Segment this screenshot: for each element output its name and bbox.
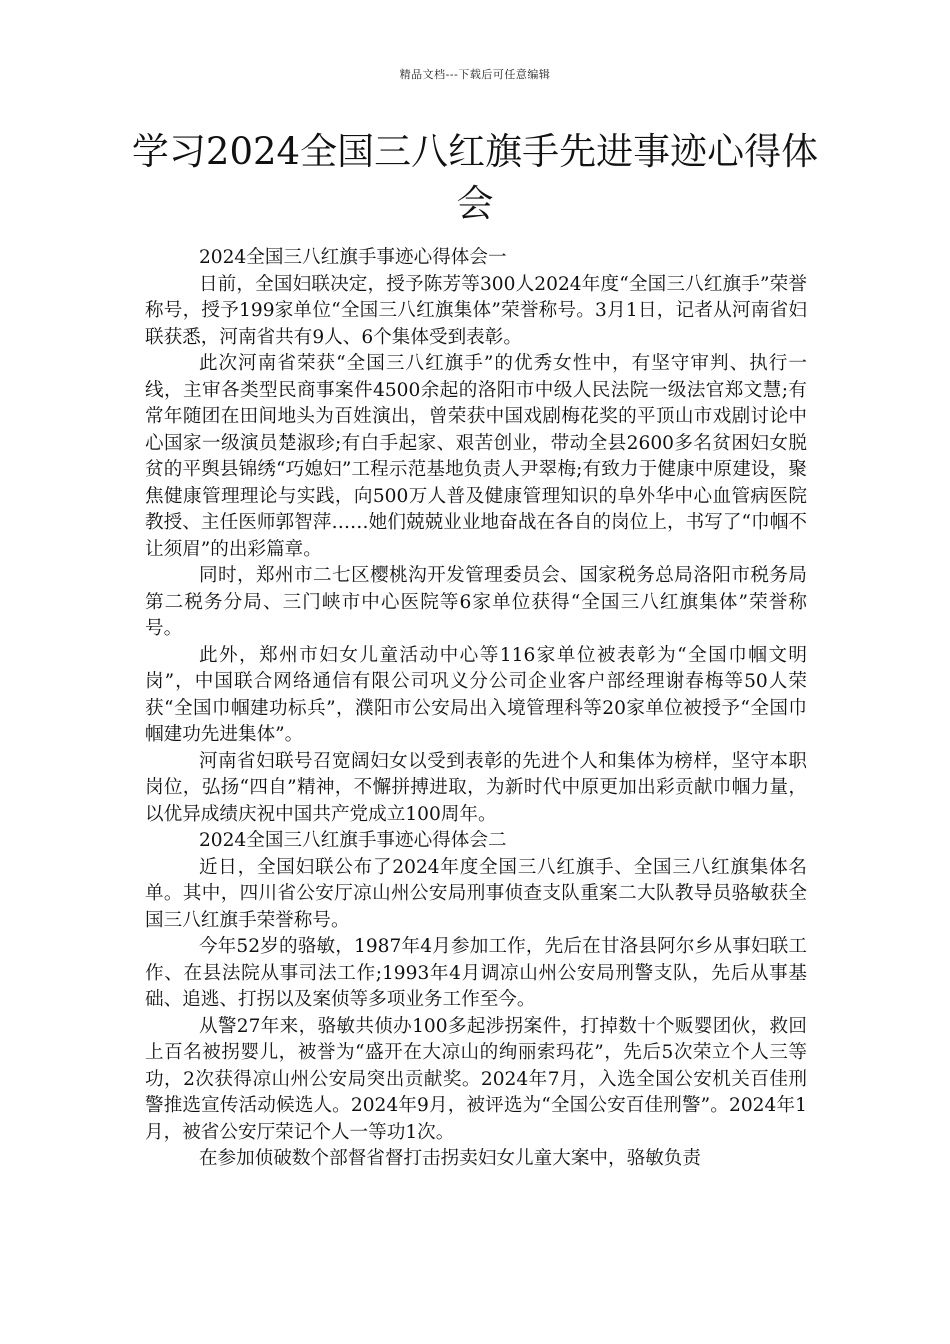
paragraph: 从警27年来，骆敏共侦办100多起涉拐案件，打掉数十个贩婴团伙，救回上百名被拐婴儿，被誉为“盛开在大凉山的绚丽索玛花”，先后5次荣立个人三等功，2次获得凉山州公安局突出贡献奖。2024年7月，入选全国公安机关百佳刑警推选宣传活动候选人。2024年9月，被评选为“全国公安百佳刑警”。2024年1月，被省公安厅荣记个人一等功1次。	[145, 1015, 807, 1143]
paragraph: 今年52岁的骆敏，1987年4月参加工作，先后在甘洛县阿尔乡从事妇联工作、在县法院从事司法工作;1993年4月调凉山州公安局刑警支队，先后从事基础、追逃、打拐以及案侦等多项业务工作至今。	[145, 936, 807, 1010]
paragraph: 在参加侦破数个部督省督打击拐卖妇女儿童大案中，骆敏负责	[198, 1148, 701, 1169]
paragraph: 此次河南省荣获“全国三八红旗手”的优秀女性中，有坚守审判、执行一线，主审各类型民商事案件4500余起的洛阳市中级人民法院一级法官郑文慧;有常年随团在田间地头为百姓演出，曾荣获中国戏剧梅花奖的平顶山市戏剧讨论中心国家一级演员楚淑珍;有白手起家、艰苦创业，带动全县2600多名贫困妇女脱贫的平舆县锦绣“巧媳妇”工程示范基地负责人尹翠梅;有致力于健康中原建设，聚焦健康管理理论与实践，向500万人普及健康管理知识的阜外华中心血管病医院教授、主任医师郭智萍……她们兢兢业业地奋战在各自的岗位上，书写了“巾帼不让须眉”的出彩篇章。	[145, 353, 807, 560]
document-body	[145, 245, 807, 1173]
paragraph: 近日，全国妇联公布了2024年度全国三八红旗手、全国三八红旗集体名单。其中，四川省公安厅凉山州公安局刑事侦查支队重案二大队教导员骆敏获全国三八红旗手荣誉称号。	[145, 856, 807, 931]
paragraph: 日前，全国妇联决定，授予陈芳等300人2024年度“全国三八红旗手”荣誉称号，授予199家单位“全国三八红旗集体”荣誉称号。3月1日，记者从河南省妇联获悉，河南省共有9人、6个集体受到表彰。	[145, 273, 807, 348]
document-title: 学习2024全国三八红旗手先进事迹心得体会	[131, 130, 819, 225]
paragraph: 此外，郑州市妇女儿童活动中心等116家单位被表彰为“全国巾帼文明岗”，中国联合网络通信有限公司巩义分公司企业客户部经理谢春梅等50人荣获“全国巾帼建功标兵”，濮阳市公安局出入境管理科等20家单位被授予“全国巾帼建功先进集体”。	[145, 644, 807, 745]
paragraph: 河南省妇联号召宽阔妇女以受到表彰的先进个人和集体为榜样，坚守本职岗位，弘扬“四自”精神，不懈拼搏进取，为新时代中原更加出彩贡献巾帼力量，以优异成绩庆祝中国共产党成立100周年。	[145, 750, 807, 825]
header-note: 精品文档---下载后可任意编辑	[399, 68, 551, 81]
section-heading-2: 2024全国三八红旗手事迹心得体会二	[198, 830, 507, 851]
paragraph: 同时，郑州市二七区樱桃沟开发管理委员会、国家税务总局洛阳市税务局第二税务分局、三门峡市中心医院等6家单位获得“全国三八红旗集体”荣誉称号。	[145, 565, 807, 639]
section-heading-1: 2024全国三八红旗手事迹心得体会一	[198, 247, 507, 268]
